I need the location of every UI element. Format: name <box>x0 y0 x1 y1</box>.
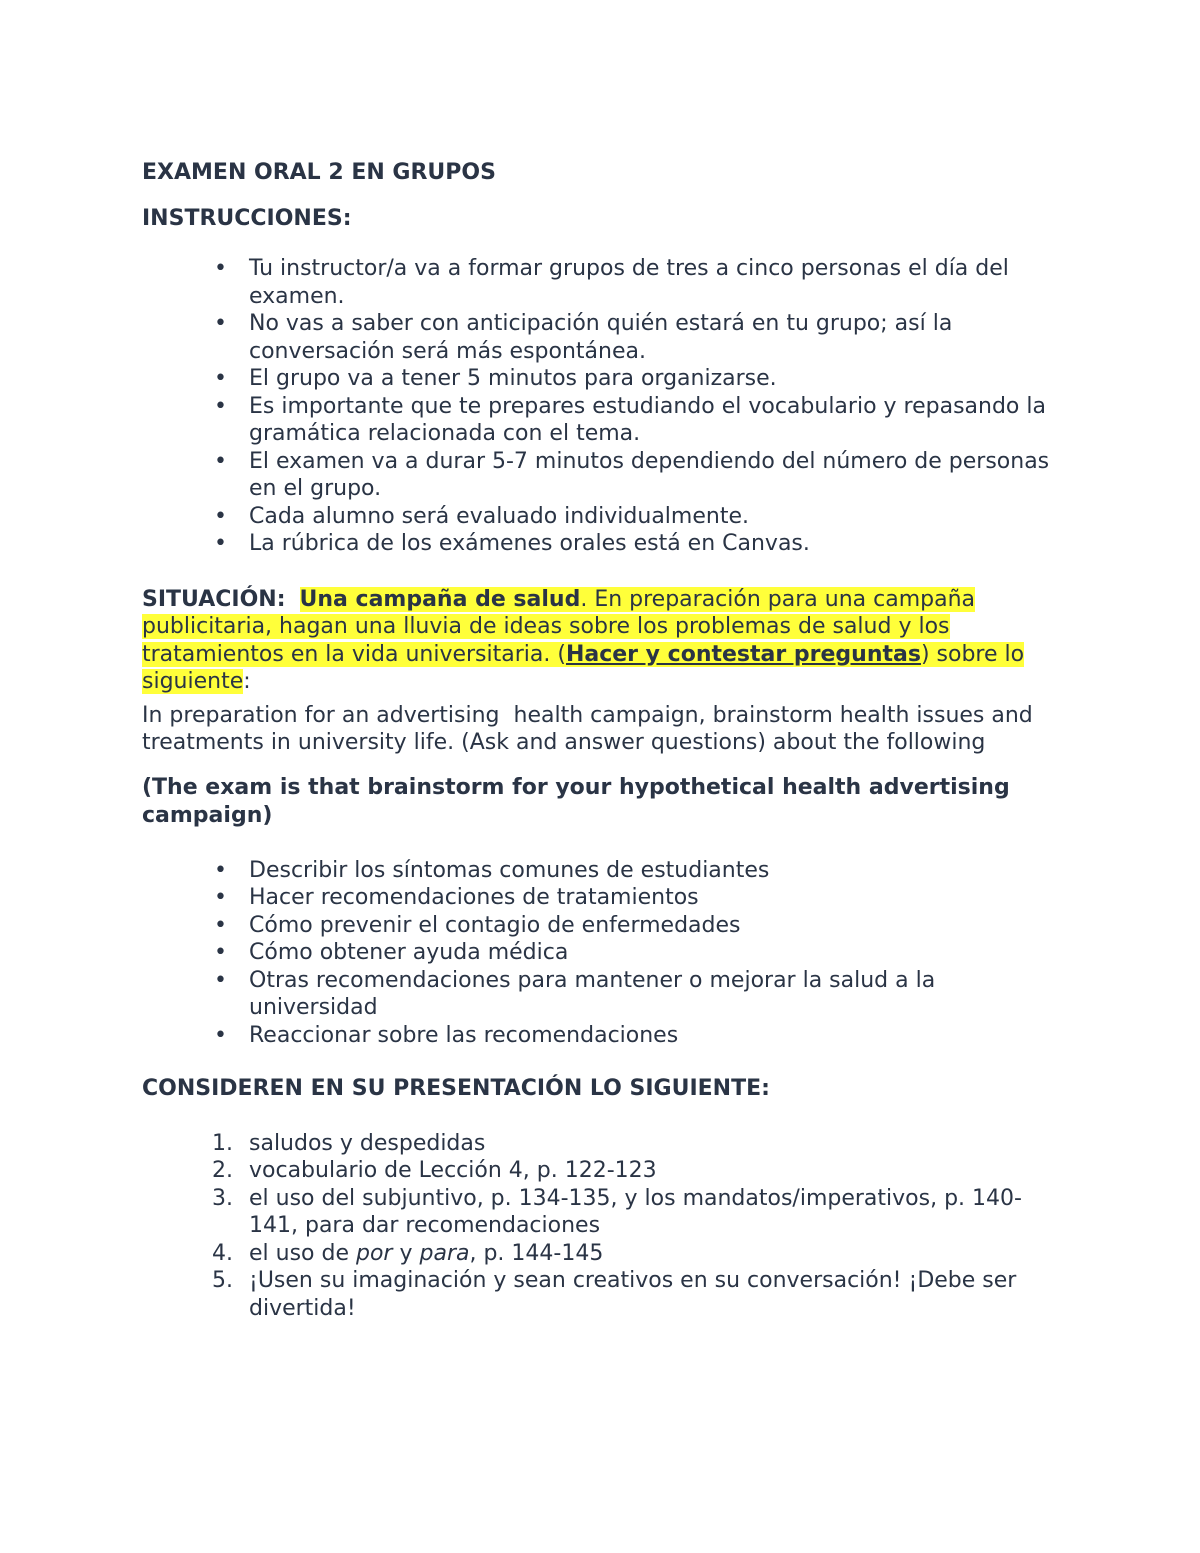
situation-topic: Una campaña de salud <box>299 586 581 612</box>
situation-text-2: ) sobre lo siguiente <box>142 641 1025 694</box>
consider-list <box>142 1130 1067 1323</box>
english-intro-paragraph: In preparation for an advertising health campaign, brainstorm health issues and treatments in university life. (Ask and answer questions) about the following <box>142 702 1040 755</box>
situation-paragraph <box>142 586 1067 696</box>
list-item-text: Reaccionar sobre las recomendaciones <box>249 1022 679 1048</box>
bullet-marker: • <box>214 857 227 883</box>
bullet-marker: • <box>214 503 227 529</box>
list-item-text: Tu instructor/a va a formar grupos de tres a cinco personas el día del examen. <box>249 256 1009 309</box>
consider-heading: CONSIDEREN EN SU PRESENTACIÓN LO SIGUIENTE: <box>142 1076 770 1101</box>
list-item <box>142 530 1067 558</box>
list-item <box>142 448 1067 503</box>
number-marker: 3. <box>212 1185 233 1211</box>
list-item-text: Cada alumno será evaluado individualmente. <box>249 503 749 529</box>
bullet-marker: • <box>214 448 227 474</box>
bullet-marker: • <box>214 1022 227 1048</box>
list-item <box>142 1267 1067 1322</box>
list-item <box>142 365 1067 393</box>
list-item <box>142 1022 1067 1050</box>
bullet-marker: • <box>214 912 227 938</box>
instructions-heading: INSTRUCCIONES: <box>142 205 352 231</box>
list-item <box>142 255 1067 310</box>
list-item <box>142 939 1067 967</box>
situation-text-1: . En preparación para una campaña publicitaria, hagan una lluvia de ideas sobre los problemas de salud y los tratamientos en la vida universitaria. ( <box>142 586 975 667</box>
list-item-text: , p. 144-145 <box>469 1240 604 1266</box>
list-item <box>142 1185 1067 1240</box>
list-item <box>142 912 1067 940</box>
list-item-text: Cómo obtener ayuda médica <box>249 940 569 965</box>
list-item-text: Hacer recomendaciones de tratamientos <box>249 885 699 910</box>
list-item <box>142 1157 1067 1185</box>
list-item <box>142 310 1067 365</box>
list-item <box>142 503 1067 531</box>
document-title: EXAMEN ORAL 2 EN GRUPOS <box>142 160 496 185</box>
bullet-marker: • <box>214 940 227 965</box>
number-marker: 1. <box>212 1130 233 1156</box>
number-marker: 2. <box>212 1158 233 1183</box>
list-item-text: Es importante que te prepares estudiando el vocabulario y repasando la gramática relacionada con el tema. <box>249 393 1046 446</box>
instructions-list <box>142 255 1067 558</box>
list-item-text: y <box>392 1240 420 1266</box>
bullet-marker: • <box>214 967 227 993</box>
list-item <box>142 884 1067 912</box>
number-marker: 4. <box>212 1240 233 1266</box>
italic-word-para: para <box>419 1240 470 1266</box>
bullet-marker: • <box>214 885 227 910</box>
list-item <box>142 1240 1067 1268</box>
bullet-marker: • <box>214 311 227 336</box>
document-page <box>142 157 1067 1322</box>
list-item-text: Describir los síntomas comunes de estudiantes <box>249 857 770 883</box>
list-item <box>142 393 1067 448</box>
list-item-text: El grupo va a tener 5 minutos para organizarse. <box>249 366 777 391</box>
list-item-text: saludos y despedidas <box>249 1130 486 1156</box>
list-item-text: El examen va a durar 5-7 minutos dependiendo del número de personas en el grupo. <box>249 448 1050 501</box>
topics-list <box>142 857 1067 1050</box>
list-item-text: No vas a saber con anticipación quién estará en tu grupo; así la conversación será más espontánea. <box>249 311 953 364</box>
bullet-marker: • <box>214 256 227 281</box>
situation-label: SITUACIÓN: <box>142 586 286 612</box>
list-item-text: vocabulario de Lección 4, p. 122-123 <box>249 1158 657 1183</box>
situation-colon: : <box>243 669 251 694</box>
list-item-text: Otras recomendaciones para mantener o mejorar la salud a la universidad <box>249 967 936 1020</box>
bullet-marker: • <box>214 393 227 419</box>
exam-note: (The exam is that brainstorm for your hypothetical health advertising campaign) <box>142 774 1010 828</box>
list-item-text: el uso del subjuntivo, p. 134-135, y los mandatos/imperativos, p. 140-141, para dar recomendaciones <box>249 1185 1022 1238</box>
situation-emphasis: Hacer y contestar preguntas <box>565 641 921 667</box>
list-item <box>142 1130 1067 1158</box>
list-item-text: el uso de <box>249 1240 356 1266</box>
bullet-marker: • <box>214 366 227 391</box>
situation-gap <box>286 587 300 612</box>
list-item-text: La rúbrica de los exámenes orales está en Canvas. <box>249 531 810 556</box>
bullet-marker: • <box>214 531 227 556</box>
list-item <box>142 857 1067 885</box>
list-item-text: Cómo prevenir el contagio de enfermedades <box>249 912 741 938</box>
list-item-text: ¡Usen su imaginación y sean creativos en su conversación! ¡Debe ser divertida! <box>249 1268 1017 1321</box>
list-item <box>142 967 1067 1022</box>
number-marker: 5. <box>212 1268 233 1293</box>
italic-word-por: por <box>356 1240 393 1266</box>
